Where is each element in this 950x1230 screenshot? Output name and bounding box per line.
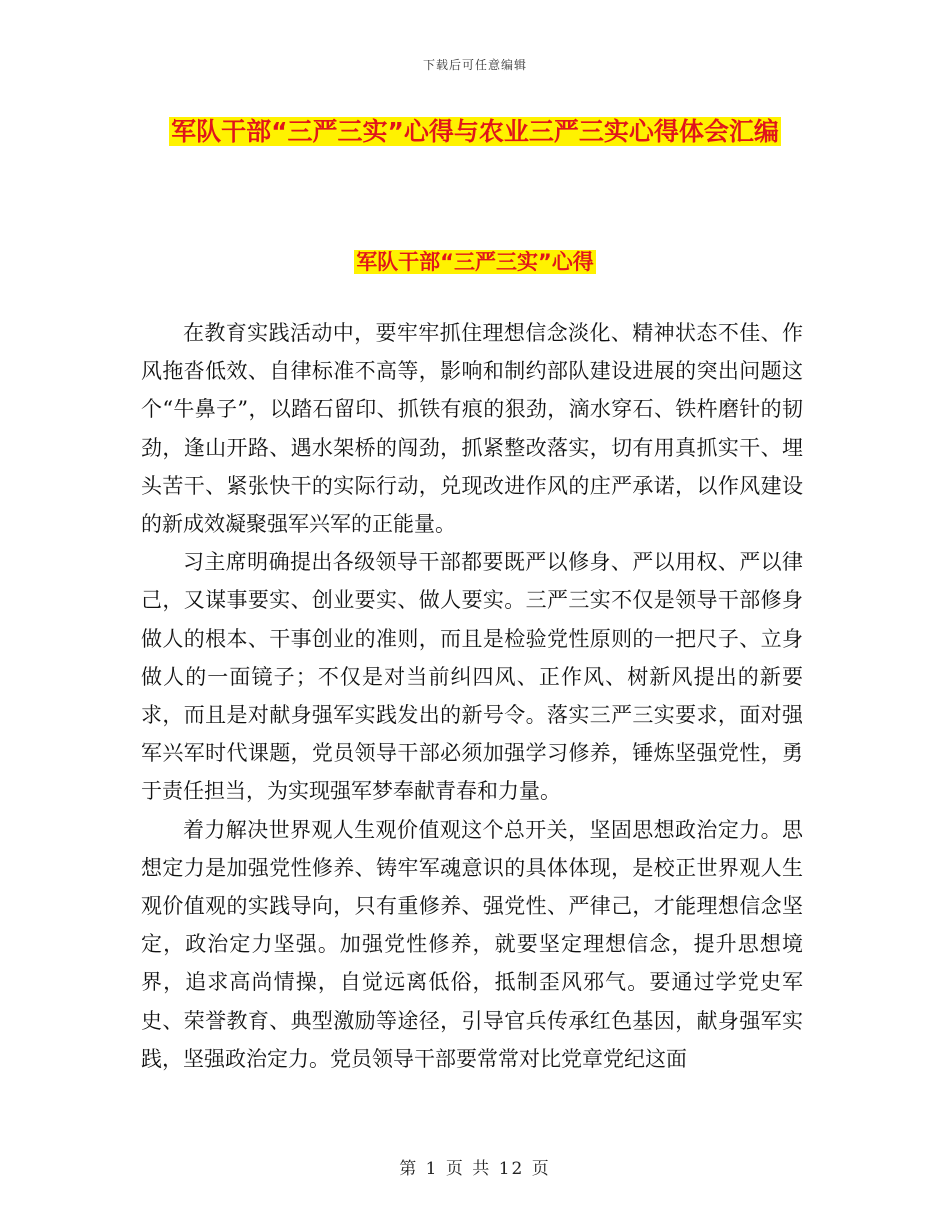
document-title xyxy=(140,110,810,154)
header-note: 下载后可任意编辑 xyxy=(422,58,527,72)
page-number: 第 1 页 共 12 页 xyxy=(399,1159,551,1179)
section-title-text: 军队干部“三严三实”心得 xyxy=(356,250,594,274)
paragraph: 着力解决世界观人生观价值观这个总开关，坚固思想政治定力。思想定力是加强党性修养、铸牢军魂意识的具体体现，是校正世界观人生观价值观的实践导向，只有重修养、强党性、严律己，才能理想信念坚定，政治定力坚强。加强党性修养，就要坚定理想信念，提升思想境界，追求高尚情操，自觉远离低俗，抵制歪风邪气。要通过学党史军史、荣誉教育、典型激励等途径，引导官兵传承红色基因，献身强军实践，坚强政治定力。党员领导干部要常常对比党章党纪这面 xyxy=(141,817,803,1071)
section-title xyxy=(0,244,950,280)
body-text xyxy=(141,314,803,1078)
paragraph: 习主席明确提出各级领导干部都要既严以修身、严以用权、严以律己，又谋事要实、创业要实、做人要实。三严三实不仅是领导干部修身做人的根本、干事创业的准则，而且是检验党性原则的一把尺子、立身做人的一面镜子；不仅是对当前纠四风、正作风、树新风提出的新要求，而且是对献身强军实践发出的新号令。落实三严三实要求，面对强军兴军时代课题，党员领导干部必须加强学习修养，锤炼坚强党性，勇于责任担当，为实现强军梦奉献青春和力量。 xyxy=(141,550,803,804)
document-title-text: 军队干部“三严三实”心得与农业三严三实心得体会汇编 xyxy=(171,117,779,146)
paragraph: 在教育实践活动中，要牢牢抓住理想信念淡化、精神状态不佳、作风拖沓低效、自律标准不高等，影响和制约部队建设进展的突出问题这个“牛鼻子”，以踏石留印、抓铁有痕的狠劲，滴水穿石、铁杵磨针的韧劲，逢山开路、遇水架桥的闯劲，抓紧整改落实，切有用真抓实干、埋头苦干、紧张快干的实际行动，兑现改进作风的庄严承诺，以作风建设的新成效凝聚强军兴军的正能量。 xyxy=(141,321,803,537)
